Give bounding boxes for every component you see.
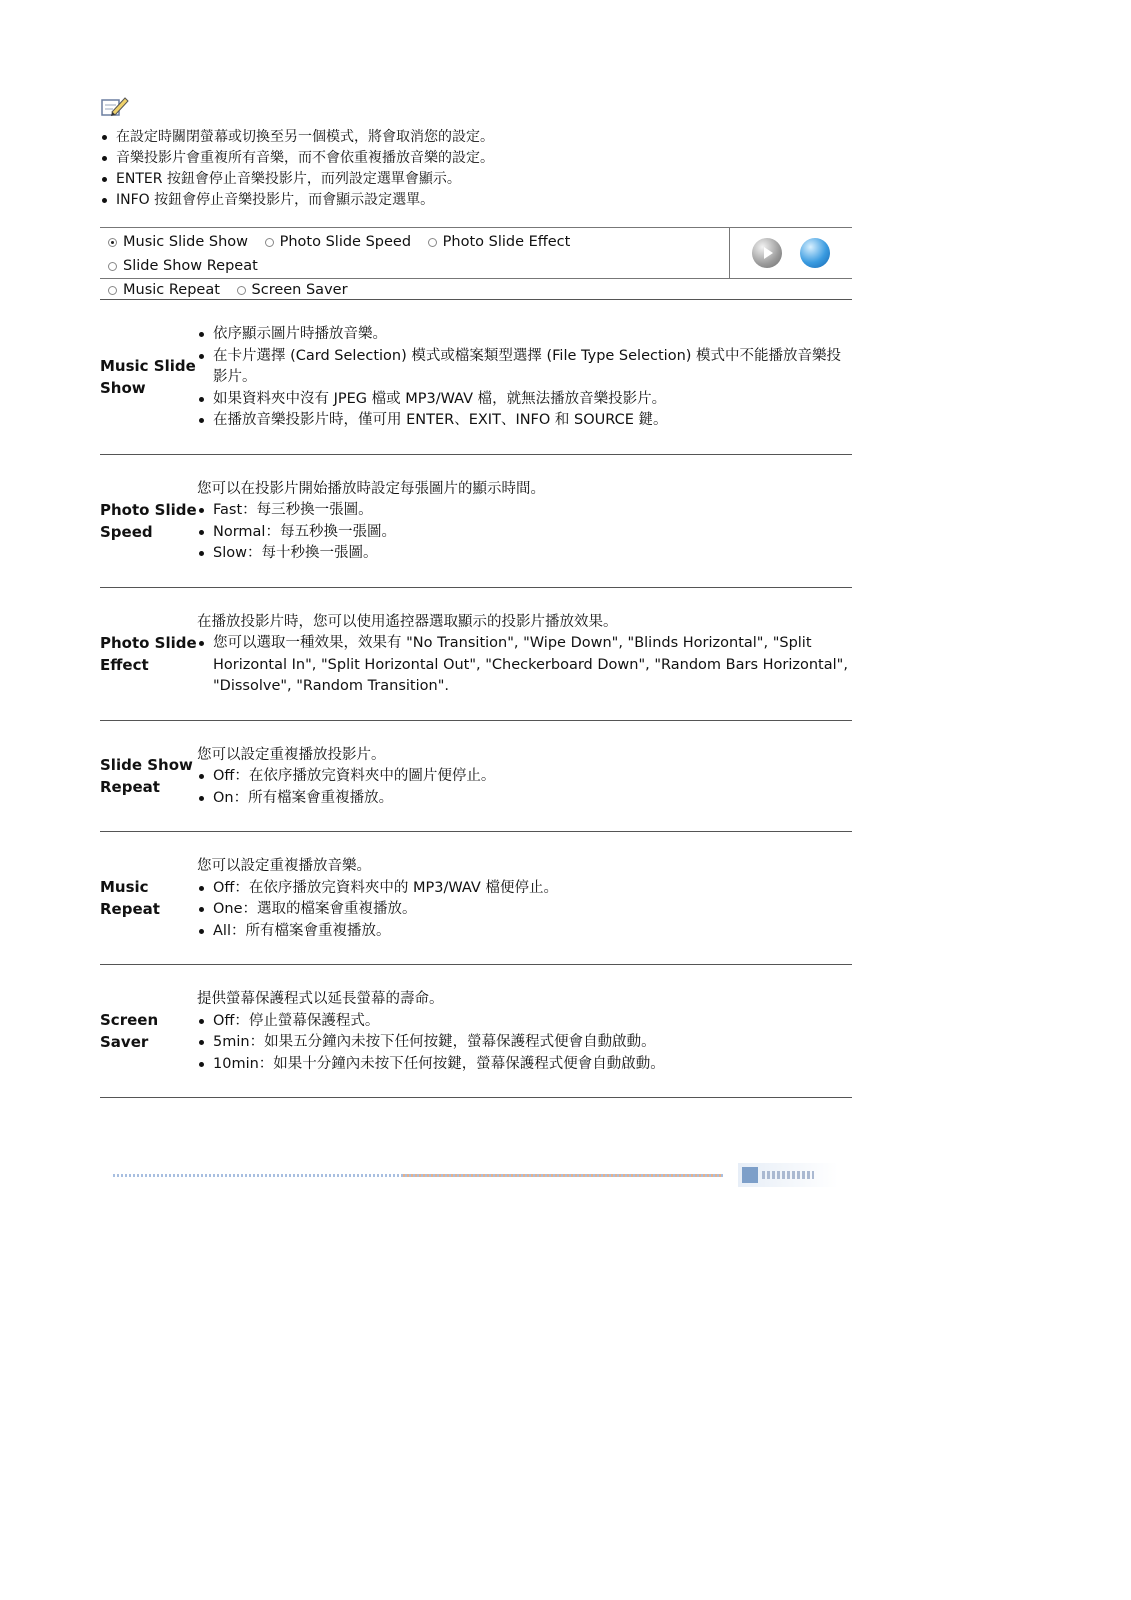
section-label: Screen Saver (100, 1011, 159, 1051)
notes-list (100, 127, 852, 211)
section-description (197, 300, 852, 454)
section-label: Slide Show Repeat (100, 755, 193, 796)
note-item: ENTER 按鈕會停止音樂投影片，而列設定選單會顯示。 (100, 169, 852, 190)
section-music-slide-show (100, 300, 852, 455)
section-items (197, 766, 852, 809)
page-content (100, 95, 852, 1098)
section-intro: 提供螢幕保護程式以延長螢幕的壽命。 (197, 991, 444, 1007)
logo-mark-icon (742, 1167, 758, 1183)
section-description (197, 965, 852, 1097)
info-button-icon[interactable] (800, 238, 830, 268)
section-label: Photo Slide Effect (100, 633, 197, 674)
list-item: Off：在依序播放完資料夾中的圖片便停止。 (197, 766, 852, 788)
section-items (197, 633, 852, 698)
section-items (197, 878, 852, 943)
section-items (197, 1011, 852, 1076)
section-intro: 您可以設定重複播放音樂。 (197, 858, 371, 874)
note-pencil-icon (100, 95, 130, 119)
radio-empty-icon (428, 238, 437, 247)
section-label: Music Slide Show (100, 356, 196, 397)
section-music-repeat (100, 832, 852, 965)
section-intro: 您可以設定重複播放投影片。 (197, 746, 386, 763)
radio-label: Slide Show Repeat (123, 258, 258, 274)
playback-buttons (729, 228, 852, 278)
radio-music-repeat[interactable] (108, 279, 220, 302)
radio-label: Photo Slide Effect (442, 234, 571, 250)
brand-logo-icon (738, 1163, 838, 1187)
section-items (197, 500, 852, 565)
section-photo-slide-speed (100, 455, 852, 588)
section-description (197, 832, 852, 964)
radio-photo-slide-speed[interactable] (265, 231, 411, 254)
radio-screen-saver[interactable] (237, 279, 348, 302)
radio-empty-icon (265, 238, 274, 247)
list-item: Slow：每十秒換一張圖。 (197, 543, 852, 565)
list-item: Off：停止螢幕保護程式。 (197, 1011, 852, 1033)
menu-selector-bar (100, 227, 852, 298)
radio-selected-icon (108, 238, 117, 247)
play-button-icon[interactable] (752, 238, 782, 268)
section-intro: 您可以在投影片開始播放時設定每張圖片的顯示時間。 (197, 480, 545, 497)
list-item: All：所有檔案會重複播放。 (197, 921, 852, 943)
section-slide-show-repeat (100, 721, 852, 833)
section-intro: 在播放投影片時，您可以使用遙控器選取顯示的投影片播放效果。 (197, 613, 618, 630)
list-item: 如果資料夾中沒有 JPEG 檔或 MP3/WAV 檔，就無法播放音樂投影片。 (197, 389, 852, 411)
section-label: Photo Slide Speed (100, 500, 197, 541)
note-item: INFO 按鈕會停止音樂投影片，而會顯示設定選單。 (100, 190, 852, 211)
list-item: Fast：每三秒換一張圖。 (197, 500, 852, 522)
list-item: 10min：如果十分鐘內未按下任何按鍵，螢幕保護程式便會自動啟動。 (197, 1054, 852, 1076)
list-item: 在卡片選擇 (Card Selection) 模式或檔案類型選擇 (File Type Selection) 模式中不能播放音樂投影片。 (197, 346, 852, 389)
radio-slide-show-repeat[interactable] (108, 255, 258, 278)
radio-music-slide-show[interactable] (108, 231, 248, 254)
section-items (197, 324, 852, 432)
radio-label: Music Repeat (123, 282, 220, 298)
list-item: Normal：每五秒換一張圖。 (197, 522, 852, 544)
radio-label: Screen Saver (251, 282, 348, 298)
list-item: 5min：如果五分鐘內未按下任何按鍵，螢幕保護程式便會自動啟動。 (197, 1032, 852, 1054)
radio-photo-slide-effect[interactable] (428, 231, 571, 254)
radio-empty-icon (108, 262, 117, 271)
list-item: On：所有檔案會重複播放。 (197, 788, 852, 810)
section-description (197, 455, 852, 587)
radio-group (100, 228, 729, 298)
radio-label: Photo Slide Speed (279, 234, 412, 250)
section-label: Music Repeat (100, 878, 160, 918)
radio-empty-icon (237, 286, 246, 295)
note-item: 音樂投影片會重複所有音樂，而不會依重複播放音樂的設定。 (100, 148, 852, 169)
page-footer (113, 1163, 853, 1187)
logo-wordmark-icon (762, 1171, 814, 1179)
section-description (197, 721, 852, 832)
note-item: 在設定時關閉螢幕或切換至另一個模式，將會取消您的設定。 (100, 127, 852, 148)
section-photo-slide-effect (100, 588, 852, 721)
list-item: One：選取的檔案會重複播放。 (197, 899, 852, 921)
footer-dotted-rule-accent (403, 1174, 723, 1177)
list-item: Off：在依序播放完資料夾中的 MP3/WAV 檔便停止。 (197, 878, 852, 900)
section-screen-saver (100, 965, 852, 1098)
list-item: 依序顯示圖片時播放音樂。 (197, 324, 852, 346)
radio-empty-icon (108, 286, 117, 295)
radio-label: Music Slide Show (123, 234, 248, 250)
list-item: 您可以選取一種效果，效果有 "No Transition", "Wipe Down", "Blinds Horizontal", "Split Horizontal In", "Split Horizontal Out", "Checkerboard Down", "Random Bars Horizontal", "Dissolve", "Random Transition". (197, 633, 852, 698)
section-description (197, 588, 852, 720)
list-item: 在播放音樂投影片時，僅可用 ENTER、EXIT、INFO 和 SOURCE 鍵。 (197, 410, 852, 432)
